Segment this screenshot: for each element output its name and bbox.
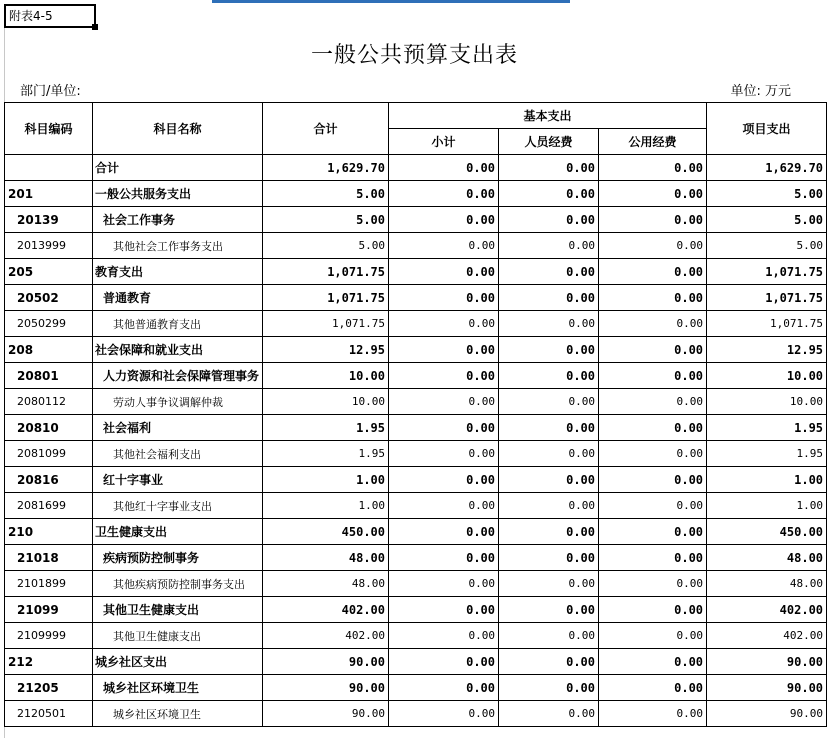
cell-project[interactable]: 48.00 (707, 545, 827, 571)
cell-name[interactable]: 红十字事业 (93, 467, 263, 493)
table-row (5, 207, 827, 233)
table-row (5, 285, 827, 311)
cell-project[interactable]: 5.00 (707, 181, 827, 207)
table-row (5, 701, 827, 727)
cell-total[interactable]: 1,071.75 (263, 259, 389, 285)
cell-total[interactable]: 1.95 (263, 441, 389, 467)
cell-project[interactable]: 402.00 (707, 597, 827, 623)
cell-public[interactable]: 0.00 (599, 467, 707, 493)
sheet-top-strip (0, 0, 829, 6)
cell-total[interactable]: 1.95 (263, 415, 389, 441)
header-subtotal[interactable]: 小计 (389, 129, 499, 155)
cell-public[interactable]: 0.00 (599, 285, 707, 311)
cell-personnel[interactable]: 0.00 (499, 233, 599, 259)
cell-subtotal[interactable]: 0.00 (389, 493, 499, 519)
cell-project[interactable]: 90.00 (707, 675, 827, 701)
cell-total[interactable]: 90.00 (263, 649, 389, 675)
cell-subtotal[interactable]: 0.00 (389, 649, 499, 675)
cell-personnel[interactable]: 0.00 (499, 285, 599, 311)
cell-public[interactable]: 0.00 (599, 181, 707, 207)
cell-total[interactable]: 5.00 (263, 207, 389, 233)
cell-subtotal[interactable]: 0.00 (389, 363, 499, 389)
budget-table (4, 102, 827, 727)
cell-project[interactable]: 402.00 (707, 623, 827, 649)
cell-project[interactable]: 10.00 (707, 363, 827, 389)
cell-public[interactable]: 0.00 (599, 519, 707, 545)
selection-indicator (212, 0, 570, 3)
cell-personnel[interactable]: 0.00 (499, 571, 599, 597)
cell-public[interactable]: 0.00 (599, 259, 707, 285)
cell-project[interactable]: 12.95 (707, 337, 827, 363)
cell-personnel[interactable]: 0.00 (499, 337, 599, 363)
table-row (5, 311, 827, 337)
cell-code[interactable]: 210 (5, 519, 93, 545)
cell-subtotal[interactable]: 0.00 (389, 337, 499, 363)
cell-personnel[interactable]: 0.00 (499, 649, 599, 675)
cell-subtotal[interactable]: 0.00 (389, 441, 499, 467)
cell-project[interactable]: 5.00 (707, 233, 827, 259)
cell-total[interactable]: 90.00 (263, 675, 389, 701)
cell-total[interactable]: 1,071.75 (263, 311, 389, 337)
cell-project[interactable]: 90.00 (707, 649, 827, 675)
cell-personnel[interactable]: 0.00 (499, 259, 599, 285)
cell-subtotal[interactable]: 0.00 (389, 285, 499, 311)
cell-public[interactable]: 0.00 (599, 701, 707, 727)
cell-subtotal[interactable]: 0.00 (389, 675, 499, 701)
cell-public[interactable]: 0.00 (599, 389, 707, 415)
cell-public[interactable]: 0.00 (599, 675, 707, 701)
cell-name[interactable]: 劳动人事争议调解仲裁 (93, 389, 263, 415)
cell-total[interactable]: 5.00 (263, 181, 389, 207)
cell-name[interactable]: 其他社会福利支出 (93, 441, 263, 467)
header-basic[interactable]: 基本支出 (389, 103, 707, 129)
cell-personnel[interactable]: 0.00 (499, 311, 599, 337)
header-public[interactable]: 公用经费 (599, 129, 707, 155)
cell-personnel[interactable]: 0.00 (499, 155, 599, 181)
cell-subtotal[interactable]: 0.00 (389, 181, 499, 207)
cell-subtotal[interactable]: 0.00 (389, 519, 499, 545)
table-row (5, 493, 827, 519)
table-row (5, 337, 827, 363)
cell-code[interactable]: 2101899 (5, 571, 93, 597)
cell-project[interactable]: 5.00 (707, 207, 827, 233)
cell-code[interactable]: 21099 (5, 597, 93, 623)
table-row (5, 233, 827, 259)
table-row (5, 623, 827, 649)
table-row (5, 571, 827, 597)
cell-code[interactable] (5, 155, 93, 181)
cell-code[interactable]: 2081699 (5, 493, 93, 519)
cell-subtotal[interactable]: 0.00 (389, 233, 499, 259)
cell-personnel[interactable]: 0.00 (499, 701, 599, 727)
cell-public[interactable]: 0.00 (599, 649, 707, 675)
cell-subtotal[interactable]: 0.00 (389, 597, 499, 623)
cell-project[interactable]: 1.00 (707, 467, 827, 493)
table-row (5, 155, 827, 181)
cell-code[interactable]: 20810 (5, 415, 93, 441)
cell-total[interactable]: 1.00 (263, 493, 389, 519)
cell-name[interactable]: 城乡社区环境卫生 (93, 675, 263, 701)
cell-personnel[interactable]: 0.00 (499, 623, 599, 649)
cell-personnel[interactable]: 0.00 (499, 597, 599, 623)
cell-code[interactable]: 20801 (5, 363, 93, 389)
cell-total[interactable]: 48.00 (263, 545, 389, 571)
cell-subtotal[interactable]: 0.00 (389, 623, 499, 649)
cell-subtotal[interactable]: 0.00 (389, 467, 499, 493)
cell-code[interactable]: 212 (5, 649, 93, 675)
cell-personnel[interactable]: 0.00 (499, 675, 599, 701)
header-code[interactable]: 科目编码 (5, 103, 93, 155)
cell-public[interactable]: 0.00 (599, 441, 707, 467)
cell-code[interactable]: 2050299 (5, 311, 93, 337)
cell-name[interactable]: 疾病预防控制事务 (93, 545, 263, 571)
cell-personnel[interactable]: 0.00 (499, 519, 599, 545)
cell-project[interactable]: 1.00 (707, 493, 827, 519)
cell-project[interactable]: 1.95 (707, 415, 827, 441)
cell-code[interactable]: 2120501 (5, 701, 93, 727)
cell-public[interactable]: 0.00 (599, 493, 707, 519)
cell-public[interactable]: 0.00 (599, 623, 707, 649)
cell-total[interactable]: 5.00 (263, 233, 389, 259)
cell-personnel[interactable]: 0.00 (499, 363, 599, 389)
header-name[interactable]: 科目名称 (93, 103, 263, 155)
cell-personnel[interactable]: 0.00 (499, 389, 599, 415)
cell-public[interactable]: 0.00 (599, 337, 707, 363)
cell-total[interactable]: 90.00 (263, 701, 389, 727)
cell-name[interactable]: 其他社会工作事务支出 (93, 233, 263, 259)
cell-name[interactable]: 城乡社区环境卫生 (93, 701, 263, 727)
table-row (5, 649, 827, 675)
header-total[interactable]: 合计 (263, 103, 389, 155)
cell-project[interactable]: 10.00 (707, 389, 827, 415)
cell-subtotal[interactable]: 0.00 (389, 311, 499, 337)
cell-total[interactable]: 10.00 (263, 363, 389, 389)
cell-name[interactable]: 其他卫生健康支出 (93, 623, 263, 649)
cell-subtotal[interactable]: 0.00 (389, 389, 499, 415)
cell-name[interactable]: 社会保障和就业支出 (93, 337, 263, 363)
cell-name[interactable]: 其他普通教育支出 (93, 311, 263, 337)
cell-name[interactable]: 一般公共服务支出 (93, 181, 263, 207)
cell-personnel[interactable]: 0.00 (499, 467, 599, 493)
table-row (5, 675, 827, 701)
cell-subtotal[interactable]: 0.00 (389, 415, 499, 441)
cell-name[interactable]: 社会工作事务 (93, 207, 263, 233)
cell-code[interactable]: 20139 (5, 207, 93, 233)
cell-subtotal[interactable]: 0.00 (389, 155, 499, 181)
table-row (5, 519, 827, 545)
table-body (5, 155, 827, 727)
cell-project[interactable]: 1,071.75 (707, 259, 827, 285)
cell-name[interactable]: 普通教育 (93, 285, 263, 311)
cell-name[interactable]: 卫生健康支出 (93, 519, 263, 545)
page-title: 一般公共预算支出表 (310, 43, 518, 68)
cell-code[interactable]: 2013999 (5, 233, 93, 259)
cell-project[interactable]: 1,629.70 (707, 155, 827, 181)
table-row (5, 389, 827, 415)
cell-personnel[interactable]: 0.00 (499, 415, 599, 441)
cell-total[interactable]: 10.00 (263, 389, 389, 415)
cell-code[interactable]: 205 (5, 259, 93, 285)
table-row (5, 259, 827, 285)
cell-project[interactable]: 1,071.75 (707, 311, 827, 337)
cell-name[interactable]: 其他红十字事业支出 (93, 493, 263, 519)
cell-total[interactable]: 450.00 (263, 519, 389, 545)
cell-project[interactable]: 48.00 (707, 571, 827, 597)
cell-total[interactable]: 402.00 (263, 623, 389, 649)
cell-code[interactable]: 21205 (5, 675, 93, 701)
selected-cell[interactable] (4, 4, 96, 28)
cell-personnel[interactable]: 0.00 (499, 441, 599, 467)
cell-code[interactable]: 2080112 (5, 389, 93, 415)
cell-name[interactable]: 人力资源和社会保障管理事务 (93, 363, 263, 389)
cell-name[interactable]: 合计 (93, 155, 263, 181)
cell-total[interactable]: 1.00 (263, 467, 389, 493)
cell-public[interactable]: 0.00 (599, 545, 707, 571)
cell-project[interactable]: 1.95 (707, 441, 827, 467)
cell-code[interactable]: 201 (5, 181, 93, 207)
cell-code[interactable]: 2109999 (5, 623, 93, 649)
table-row (5, 415, 827, 441)
table-row (5, 597, 827, 623)
table-row (5, 467, 827, 493)
cell-project[interactable]: 90.00 (707, 701, 827, 727)
table-row (5, 363, 827, 389)
cell-personnel[interactable]: 0.00 (499, 181, 599, 207)
cell-public[interactable]: 0.00 (599, 415, 707, 441)
cell-subtotal[interactable]: 0.00 (389, 259, 499, 285)
cell-total[interactable]: 1,629.70 (263, 155, 389, 181)
table-row (5, 441, 827, 467)
cell-project[interactable]: 1,071.75 (707, 285, 827, 311)
cell-project[interactable]: 450.00 (707, 519, 827, 545)
cell-subtotal[interactable]: 0.00 (389, 545, 499, 571)
cell-name[interactable]: 社会福利 (93, 415, 263, 441)
table-row (5, 181, 827, 207)
cell-public[interactable]: 0.00 (599, 571, 707, 597)
cell-code[interactable]: 2081099 (5, 441, 93, 467)
header-personnel[interactable]: 人员经费 (499, 129, 599, 155)
cell-public[interactable]: 0.00 (599, 155, 707, 181)
cell-subtotal[interactable]: 0.00 (389, 701, 499, 727)
cell-name[interactable]: 教育支出 (93, 259, 263, 285)
cell-name[interactable]: 其他疾病预防控制事务支出 (93, 571, 263, 597)
cell-public[interactable]: 0.00 (599, 363, 707, 389)
cell-personnel[interactable]: 0.00 (499, 207, 599, 233)
cell-public[interactable]: 0.00 (599, 233, 707, 259)
cell-code[interactable]: 20816 (5, 467, 93, 493)
cell-subtotal[interactable]: 0.00 (389, 207, 499, 233)
cell-name[interactable]: 城乡社区支出 (93, 649, 263, 675)
cell-total[interactable]: 1,071.75 (263, 285, 389, 311)
cell-name[interactable]: 其他卫生健康支出 (93, 597, 263, 623)
cell-public[interactable]: 0.00 (599, 597, 707, 623)
cell-public[interactable]: 0.00 (599, 311, 707, 337)
cell-total[interactable]: 12.95 (263, 337, 389, 363)
cell-subtotal[interactable]: 0.00 (389, 571, 499, 597)
cell-public[interactable]: 0.00 (599, 207, 707, 233)
department-label: 部门/单位: (20, 84, 81, 99)
header-project[interactable]: 项目支出 (707, 103, 827, 155)
cell-code[interactable]: 20502 (5, 285, 93, 311)
cell-personnel[interactable]: 0.00 (499, 545, 599, 571)
table-row (5, 545, 827, 571)
cell-personnel[interactable]: 0.00 (499, 493, 599, 519)
unit-label: 单位: 万元 (730, 84, 791, 99)
cell-total[interactable]: 48.00 (263, 571, 389, 597)
cell-code[interactable]: 208 (5, 337, 93, 363)
fill-handle[interactable] (92, 24, 98, 30)
cell-reference-text: 附表4-5 (9, 9, 53, 23)
cell-code[interactable]: 21018 (5, 545, 93, 571)
cell-total[interactable]: 402.00 (263, 597, 389, 623)
